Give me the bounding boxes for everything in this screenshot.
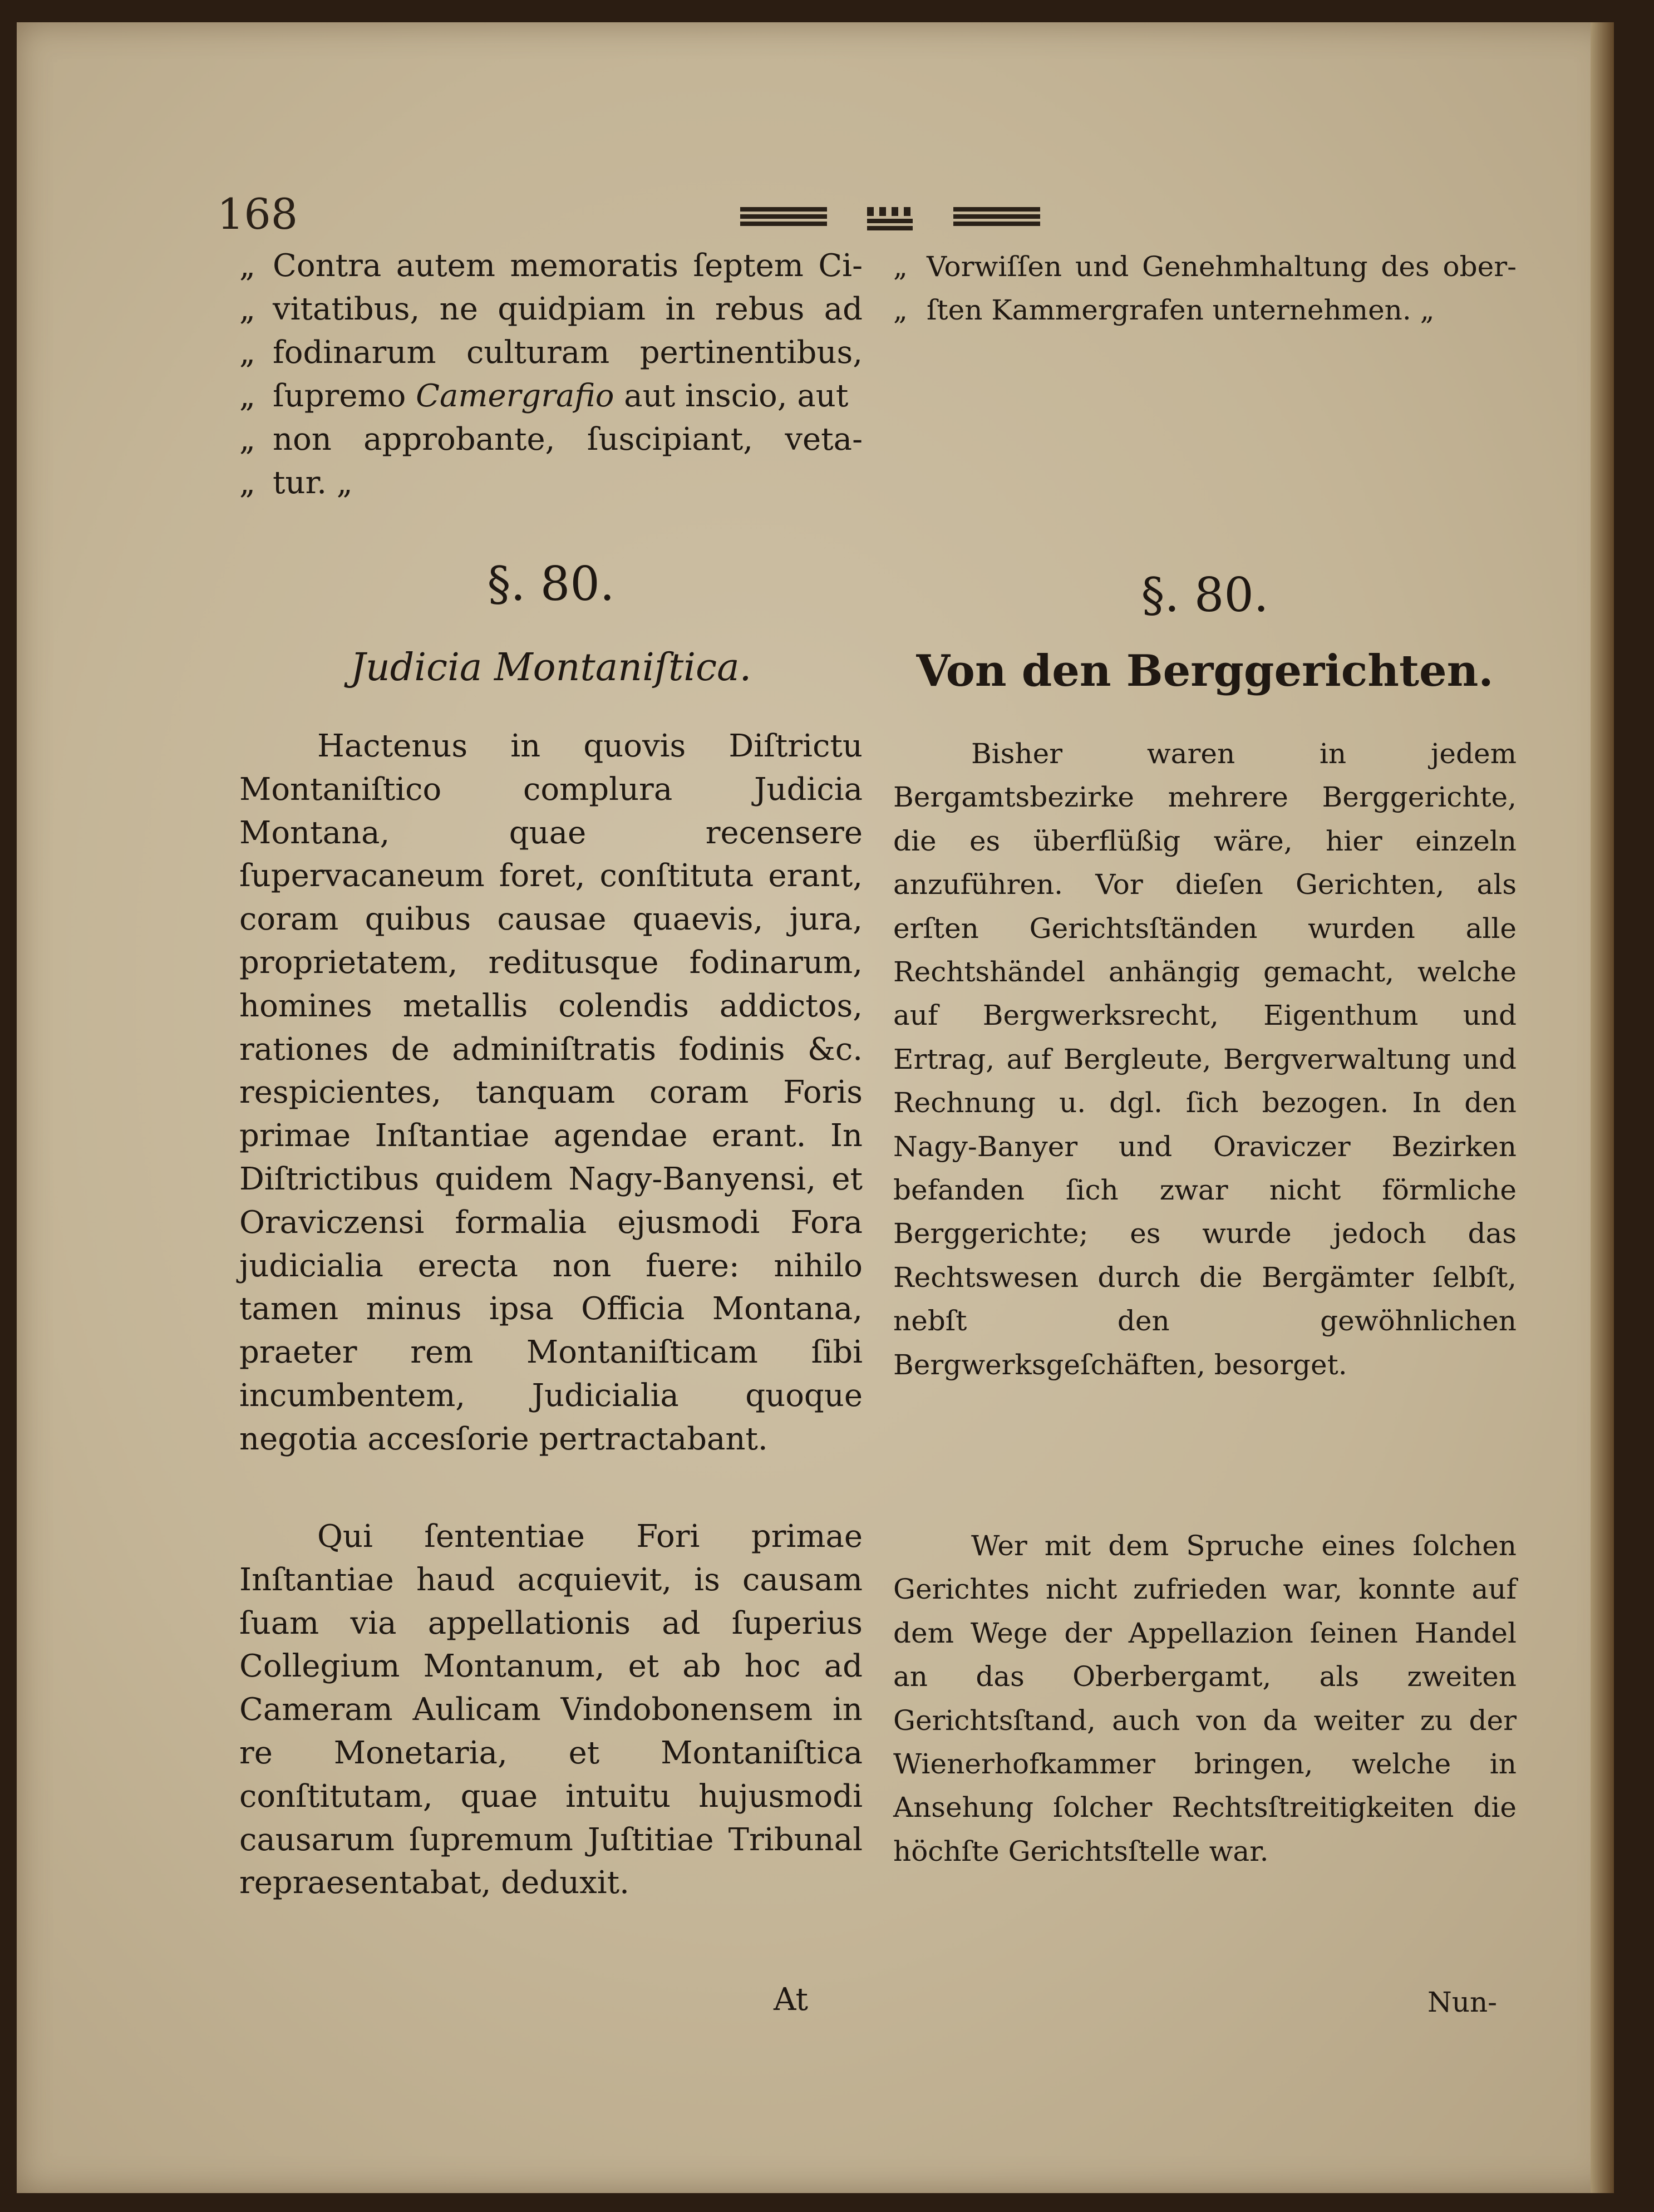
page-gutter <box>1591 22 1614 2193</box>
header-ornament-right <box>953 207 1040 235</box>
latin-quote-line: „ non approbante, ſuscipiant, veta- <box>239 421 863 458</box>
header-ornament-center <box>867 207 913 235</box>
header-ornament-left <box>740 207 827 235</box>
latin-section-number: §. 80. <box>487 557 615 611</box>
german-quote-line: „ ſten Kammergrafen unternehmen. „ <box>893 294 1435 326</box>
latin-catchword: At <box>774 1982 808 2018</box>
german-section-number: §. 80. <box>1141 568 1269 622</box>
page-number: 168 <box>217 189 298 239</box>
latin-paragraph-1: Hactenus in quovis Diſtrictu Montaniſtico complura Judicia Montana, quae recensere ſupervacaneum foret, conſtituta erant, coram quibus causae quaevis, jura, proprietatem, reditusque fodinarum, homines metallis colendis addictos, rationes de adminiſtratis fodinis &c. respicientes, tanquam coram Foris primae Inſtantiae agendae erant. In Diſtrictibus quidem Nagy-Banyensi, et Oraviczensi formalia ejusmodi Fora judicialia erecta non fuere: nihilo tamen minus ipsa Officia Montana, praeter rem Montaniſticam ſibi incumbentem, Judicialia quoque negotia accesſorie pertractabant. <box>239 728 863 1457</box>
german-paragraph-1: Bisher waren in jedem Bergamtsbezirke mehrere Berggerichte, die es überflüßig wäre, hier einzeln anzuführen. Vor dieſen Gerichten, als erſten Gerichtsſtänden wurden alle Rechtshändel anhängig gemacht, welche auf Bergwerksrecht, Eigenthum und Ertrag, auf Bergleute, Bergverwaltung und Rechnung u. dgl. ſich bezogen. In den Nagy-Banyer und Oraviczer Bezirken befanden ſich zwar nicht förmliche Berggerichte; es wurde jedoch das Rechtswesen durch die Bergämter ſelbſt, nebſt den gewöhnlichen Bergwerksgeſchäften, besorget. <box>893 738 1517 1381</box>
german-quote-line: „ Vorwiſſen und Genehmhaltung des ober- <box>893 250 1517 283</box>
latin-heading: Judicia Montaniſtica. <box>350 646 752 690</box>
german-catchword: Nun- <box>1427 1986 1498 2018</box>
latin-quote-line: „ tur. „ <box>239 465 353 501</box>
latin-quote-line: „ vitatibus, ne quidpiam in rebus ad <box>239 291 863 327</box>
latin-quote-line: „ Contra autem memoratis ſeptem Ci- <box>239 248 863 284</box>
book-page <box>17 22 1614 2193</box>
latin-quote-line: „ ſupremo Camergrafio aut inscio, aut <box>239 378 849 414</box>
german-heading: Von den Berggerichten. <box>916 646 1494 696</box>
german-paragraph-2: Wer mit dem Spruche eines ſolchen Gerichtes nicht zufrieden war, konnte auf dem Wege der Appellazion ſeinen Handel an das Oberbergamt, als zweiten Gerichtsſtand, auch von da weiter zu der Wienerhofkammer bringen, welche in Ansehung ſolcher Rechtsſtreitigkeiten die höchſte Gerichtsſtelle war. <box>893 1530 1517 1867</box>
latin-paragraph-2: Qui ſententiae Fori primae Inſtantiae haud acquievit, is causam ſuam via appellationis ad ſuperius Collegium Montanum, et ab hoc ad Cameram Aulicam Vindobonensem in re Monetaria, et Montaniſtica conſtitutam, quae intuitu hujusmodi causarum ſupremum Juſtitiae Tribunal repraesentabat, deduxit. <box>239 1518 863 1901</box>
latin-quote-line: „ fodinarum culturam pertinentibus, <box>239 335 863 371</box>
